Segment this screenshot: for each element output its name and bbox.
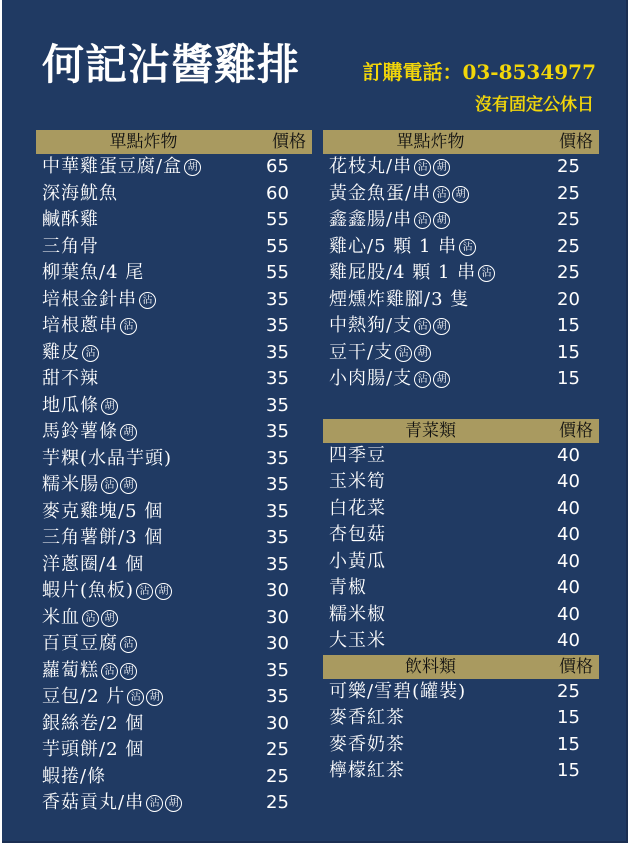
phone-number: 訂購電話：03-8534977 (362, 60, 596, 84)
item-price: 25 (557, 262, 580, 283)
price-label: 價格 (559, 132, 593, 152)
item-name-text: 黃金魚蛋/串 (329, 182, 432, 204)
item-price: 35 (266, 394, 289, 416)
item-name-text: 銀絲卷/2 個 (42, 712, 145, 734)
item-name-text: 洋蔥圈/4 個 (42, 553, 145, 575)
menu-item (323, 154, 599, 181)
menu-board (2, 0, 628, 843)
item-price: 35 (266, 553, 289, 575)
item-name (329, 234, 476, 261)
pepper-badge: 胡 (146, 689, 163, 706)
menu-item (36, 711, 312, 738)
item-name-text: 百頁豆腐 (42, 633, 118, 654)
item-name-text: 柳葉魚/4 尾 (42, 262, 145, 283)
left-menu-column (36, 130, 312, 817)
item-price: 60 (266, 182, 289, 204)
item-name-text: 糯米椒 (329, 603, 386, 625)
item-name (42, 790, 182, 817)
pepper-badge: 胡 (452, 186, 469, 203)
dip-sauce-badge: 沾 (139, 292, 156, 309)
item-price: 20 (557, 288, 580, 310)
pepper-badge: 胡 (120, 477, 137, 494)
item-price: 25 (266, 792, 289, 813)
menu-item (323, 496, 599, 523)
item-name (42, 419, 137, 446)
item-price: 15 (557, 760, 580, 781)
item-price: 15 (557, 733, 580, 755)
item-name-text: 鑫鑫腸/串 (329, 209, 413, 230)
item-name-text: 麥香紅茶 (329, 707, 405, 728)
pepper-badge: 胡 (101, 398, 118, 415)
pepper-badge: 胡 (414, 345, 431, 362)
menu-item (323, 366, 599, 393)
menu-item (323, 549, 599, 576)
item-price: 15 (557, 368, 580, 389)
item-name (42, 207, 99, 234)
menu-item (36, 207, 312, 234)
section-title: 飲料類 (405, 656, 456, 677)
section-title: 單點炸物 (396, 132, 465, 152)
menu-item (36, 578, 312, 605)
item-name (329, 469, 386, 496)
menu-item (36, 658, 312, 685)
item-name-text: 大玉米 (329, 630, 386, 651)
dip-sauce-badge: 沾 (127, 689, 144, 706)
item-price: 55 (266, 235, 289, 257)
item-price: 25 (557, 182, 580, 204)
item-name-text: 青椒 (329, 577, 367, 598)
item-name-text: 雞皮 (42, 341, 80, 363)
item-name (329, 287, 469, 314)
pepper-badge: 胡 (120, 663, 137, 680)
section-title: 單點炸物 (109, 132, 178, 152)
drink-items-list (323, 679, 599, 785)
dip-sauce-badge: 沾 (459, 239, 476, 256)
menu-item (323, 575, 599, 602)
shop-name: 何記沾醬雞排 (42, 40, 301, 89)
item-price: 25 (557, 235, 580, 257)
item-name (42, 525, 163, 552)
pepper-badge: 胡 (433, 212, 450, 229)
item-name-text: 麥克雞塊/5 個 (42, 500, 164, 522)
menu-item (323, 732, 599, 759)
item-price: 35 (266, 341, 289, 363)
section-header-veg (323, 419, 599, 443)
section-header-drinks (323, 655, 599, 679)
item-price: 65 (266, 156, 289, 177)
item-name-text: 地瓜條 (42, 394, 99, 416)
menu-item (323, 260, 599, 287)
menu-item (36, 366, 312, 393)
menu-item (36, 684, 312, 711)
item-name (42, 234, 99, 261)
item-price: 40 (557, 471, 580, 492)
item-name-text: 培根蔥串 (42, 315, 118, 336)
menu-item (36, 181, 312, 208)
dip-sauce-badge: 沾 (146, 795, 163, 812)
item-name (329, 549, 386, 576)
item-name-text: 雞心/5 顆 1 串 (329, 235, 458, 257)
item-name (42, 340, 99, 367)
item-name-text: 白花菜 (329, 497, 386, 519)
item-name (329, 260, 495, 287)
item-price: 25 (266, 739, 289, 760)
item-name-text: 培根金針串 (42, 288, 137, 310)
item-name-text: 中華雞蛋豆腐/盒 (42, 156, 183, 177)
item-name-text: 蘿蔔糕 (42, 659, 99, 681)
item-name (329, 522, 386, 549)
menu-item (36, 499, 312, 526)
item-name (42, 605, 118, 632)
pepper-badge: 胡 (120, 424, 137, 441)
menu-item (36, 234, 312, 261)
menu-item (323, 287, 599, 314)
item-price: 35 (266, 368, 289, 389)
section-header-fried-right (323, 130, 599, 154)
item-name (329, 602, 386, 629)
item-name-text: 芋頭餅/2 個 (42, 739, 145, 760)
item-name (329, 366, 450, 393)
item-name (42, 472, 137, 499)
item-name-text: 四季豆 (329, 444, 386, 466)
item-price: 40 (557, 603, 580, 625)
item-name (329, 207, 450, 234)
item-price: 25 (557, 680, 580, 702)
menu-item (323, 679, 599, 706)
fried-items-list-2 (323, 154, 599, 393)
item-name-text: 杏包菇 (329, 524, 386, 545)
dip-sauce-badge: 沾 (136, 583, 153, 600)
item-name (329, 154, 450, 181)
item-price: 25 (266, 765, 289, 787)
item-name (42, 578, 172, 605)
item-price: 15 (557, 315, 580, 336)
section-title: 青菜類 (405, 420, 456, 441)
item-price: 35 (266, 421, 289, 442)
item-name-text: 蝦片(魚板) (42, 580, 135, 601)
item-name-text: 三角薯餅/3 個 (42, 527, 164, 548)
item-price: 40 (557, 577, 580, 598)
item-name (329, 628, 386, 655)
item-name-text: 米血 (42, 606, 80, 628)
fried-items-list (36, 154, 312, 817)
item-name (329, 496, 386, 523)
item-price: 35 (266, 474, 289, 495)
item-price: 15 (557, 341, 580, 363)
item-name (42, 446, 172, 473)
item-price: 30 (266, 606, 289, 628)
menu-item (323, 443, 599, 470)
item-name-text: 雞屁股/4 顆 1 串 (329, 262, 477, 283)
item-name-text: 鹹酥雞 (42, 209, 99, 230)
item-name (42, 499, 163, 526)
item-name-text: 花枝丸/串 (329, 156, 413, 177)
menu-item (323, 602, 599, 629)
item-price: 25 (557, 156, 580, 177)
menu-item (36, 260, 312, 287)
pepper-badge: 胡 (155, 583, 172, 600)
dip-sauce-badge: 沾 (414, 371, 431, 388)
item-name-text: 甜不辣 (42, 368, 99, 389)
item-name (329, 340, 431, 367)
item-name (329, 705, 405, 732)
item-price: 30 (266, 633, 289, 654)
pepper-badge: 胡 (101, 610, 118, 627)
item-price: 35 (266, 500, 289, 522)
dip-sauce-badge: 沾 (414, 318, 431, 335)
item-price: 15 (557, 707, 580, 728)
pepper-badge: 胡 (433, 159, 450, 176)
item-price: 35 (266, 659, 289, 681)
menu-item (323, 207, 599, 234)
menu-item (323, 313, 599, 340)
item-price: 55 (266, 209, 289, 230)
item-name-text: 中熱狗/支 (329, 315, 413, 336)
item-name-text: 玉米筍 (329, 471, 386, 492)
item-name-text: 小黃瓜 (329, 550, 386, 572)
menu-item (323, 234, 599, 261)
item-name-text: 豆包/2 片 (42, 686, 126, 707)
item-name (329, 758, 405, 785)
menu-item (36, 552, 312, 579)
price-label: 價格 (272, 132, 306, 152)
item-name-text: 小肉腸/支 (329, 368, 413, 389)
dip-sauce-badge: 沾 (395, 345, 412, 362)
item-name (42, 711, 144, 738)
menu-item (323, 469, 599, 496)
menu-item (323, 705, 599, 732)
item-name (329, 181, 469, 208)
item-name (42, 393, 118, 420)
menu-item (36, 790, 312, 817)
price-label: 價格 (559, 420, 593, 441)
dip-sauce-badge: 沾 (120, 318, 137, 335)
item-name (329, 679, 466, 706)
dip-sauce-badge: 沾 (478, 265, 495, 282)
dip-sauce-badge: 沾 (82, 345, 99, 362)
item-name-text: 檸檬紅茶 (329, 760, 405, 781)
item-name-text: 馬鈴薯條 (42, 421, 118, 442)
item-name (42, 260, 144, 287)
item-price: 35 (266, 447, 289, 469)
menu-item (36, 154, 312, 181)
item-price: 35 (266, 686, 289, 707)
item-price: 40 (557, 550, 580, 572)
dip-sauce-badge: 沾 (414, 159, 431, 176)
item-price: 40 (557, 630, 580, 651)
item-name-text: 深海魷魚 (42, 182, 118, 204)
menu-item (36, 605, 312, 632)
item-name-text: 蝦捲/條 (42, 765, 107, 787)
dip-sauce-badge: 沾 (101, 477, 118, 494)
menu-item (323, 758, 599, 785)
holiday-note: 沒有固定公休日 (475, 95, 594, 115)
item-price: 30 (266, 580, 289, 601)
item-name (42, 631, 137, 658)
item-name (42, 764, 106, 791)
item-name-text: 可樂/雪碧(罐裝) (329, 680, 467, 702)
menu-item (36, 631, 312, 658)
item-price: 35 (266, 527, 289, 548)
item-name (329, 575, 367, 602)
menu-item (323, 522, 599, 549)
menu-item (36, 764, 312, 791)
menu-item (36, 340, 312, 367)
dip-sauce-badge: 沾 (101, 663, 118, 680)
dip-sauce-badge: 沾 (82, 610, 99, 627)
menu-item (323, 340, 599, 367)
item-price: 40 (557, 524, 580, 545)
item-name-text: 豆干/支 (329, 341, 394, 363)
menu-item (36, 446, 312, 473)
menu-item (36, 472, 312, 499)
price-label: 價格 (559, 656, 593, 677)
item-price: 35 (266, 288, 289, 310)
veg-items-list (323, 443, 599, 655)
dip-sauce-badge: 沾 (433, 186, 450, 203)
item-price: 30 (266, 712, 289, 734)
dip-sauce-badge: 沾 (414, 212, 431, 229)
item-name-text: 三角骨 (42, 235, 99, 257)
item-price: 25 (557, 209, 580, 230)
item-name (329, 313, 450, 340)
item-name-text: 麥香奶茶 (329, 733, 405, 755)
item-price: 35 (266, 315, 289, 336)
item-name (329, 443, 386, 470)
item-name (42, 658, 137, 685)
section-header-fried-left (36, 130, 312, 154)
item-name (42, 737, 144, 764)
menu-item (36, 525, 312, 552)
item-price: 40 (557, 444, 580, 466)
item-name (42, 287, 156, 314)
menu-item (36, 737, 312, 764)
dip-sauce-badge: 沾 (120, 636, 137, 653)
item-name-text: 糯米腸 (42, 474, 99, 495)
menu-item (36, 393, 312, 420)
pepper-badge: 胡 (433, 371, 450, 388)
item-name (42, 181, 118, 208)
menu-item (36, 313, 312, 340)
pepper-badge: 胡 (433, 318, 450, 335)
item-name (42, 552, 144, 579)
item-name-text: 煙燻炸雞腳/3 隻 (329, 288, 470, 310)
pepper-badge: 胡 (165, 795, 182, 812)
menu-item (36, 419, 312, 446)
right-menu-column (323, 130, 599, 785)
item-name-text: 芋粿(水晶芋頭) (42, 447, 173, 469)
item-price: 55 (266, 262, 289, 283)
item-name (42, 154, 201, 181)
item-name (42, 313, 137, 340)
item-name (329, 732, 405, 759)
menu-item (36, 287, 312, 314)
pepper-badge: 胡 (184, 159, 201, 176)
menu-item (323, 181, 599, 208)
item-name (42, 684, 163, 711)
menu-item (323, 628, 599, 655)
item-name (42, 366, 99, 393)
item-price: 40 (557, 497, 580, 519)
item-name-text: 香菇貢丸/串 (42, 792, 145, 813)
